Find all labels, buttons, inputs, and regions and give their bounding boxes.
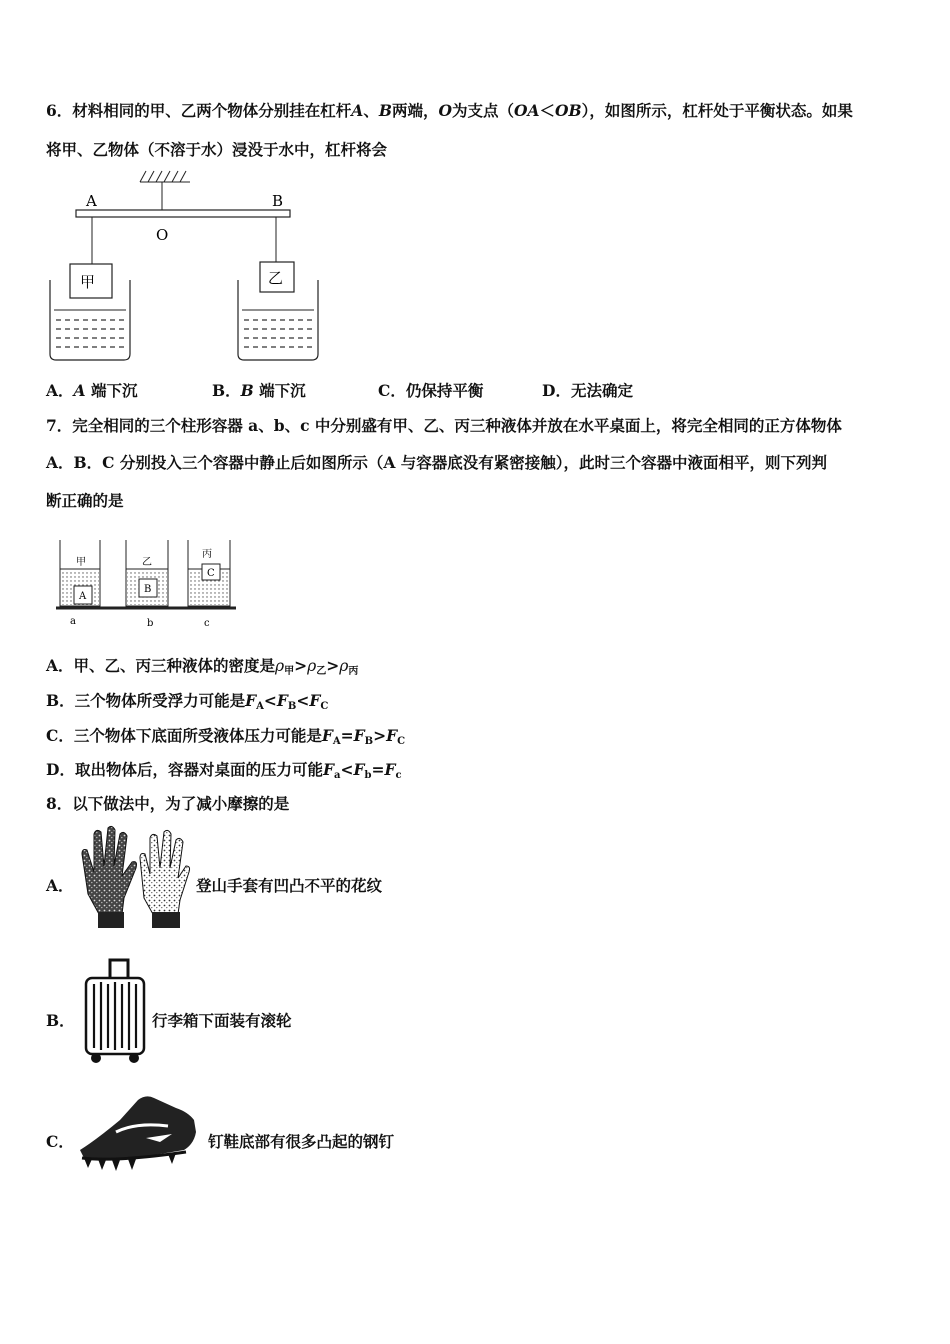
block-A-label: A bbox=[79, 591, 87, 602]
q8-option-c-prefix[interactable]: C． bbox=[46, 1132, 74, 1151]
container-c-label: c bbox=[204, 618, 210, 629]
container-b bbox=[126, 540, 168, 606]
lever-bar bbox=[76, 210, 290, 217]
q6-option-a[interactable]: A．A 端下沉 bbox=[46, 381, 138, 400]
label-B: B bbox=[272, 192, 284, 210]
liquid-jia-label: 甲 bbox=[76, 557, 86, 568]
liquid-bing-label: 丙 bbox=[202, 549, 212, 560]
containers-figure bbox=[54, 536, 244, 632]
container-a-label: a bbox=[70, 616, 76, 627]
wheel-left bbox=[91, 1053, 101, 1063]
label-A: A bbox=[86, 192, 97, 210]
q7-option-b[interactable]: B．三个物体所受浮力可能是$F_A<F_B<F_C$ bbox=[46, 691, 329, 712]
label-jia: 甲 bbox=[80, 273, 96, 291]
q8-option-c-text[interactable]: 钉鞋底部有很多凸起的钢钉 bbox=[208, 1132, 395, 1151]
container-b-label: b bbox=[147, 618, 154, 629]
q7-option-a[interactable]: A．甲、乙、丙三种液体的密度是$\rho_甲>\rho_乙>\rho_丙$ bbox=[46, 656, 359, 677]
gloves-image bbox=[78, 824, 193, 932]
q8-stem: 8．以下做法中，为了减小摩擦的是 bbox=[46, 794, 290, 813]
lever-figure bbox=[40, 168, 340, 368]
container-c bbox=[188, 540, 230, 606]
q6-line1: 6．材料相同的甲、乙两个物体分别挂在杠杆A、B两端，O为支点（OA＜OB），如图所示，杠杆处于平衡状态。如果 bbox=[46, 101, 853, 120]
label-O: O bbox=[156, 226, 169, 244]
block-B-label: B bbox=[144, 584, 152, 595]
q7-option-c[interactable]: C．三个物体下底面所受液体压力可能是$F_A=F_B>F_C$ bbox=[46, 726, 406, 747]
liquid-yi-label: 乙 bbox=[142, 557, 152, 568]
q6-option-c[interactable]: C．仍保持平衡 bbox=[378, 381, 484, 400]
wheel-right bbox=[129, 1053, 139, 1063]
q7-option-d[interactable]: D．取出物体后，容器对桌面的压力可能$F_a<F_b=F_c$ bbox=[46, 760, 402, 781]
container-a bbox=[60, 540, 100, 606]
q8-option-b-prefix[interactable]: B． bbox=[46, 1011, 75, 1030]
q6-option-d[interactable]: D．无法确定 bbox=[542, 381, 633, 400]
q8-option-b-text[interactable]: 行李箱下面装有滚轮 bbox=[152, 1011, 292, 1030]
ceiling-support bbox=[140, 171, 190, 210]
q7-line3: 断正确的是 bbox=[46, 491, 124, 510]
q7-line2: A．B．C 分别投入三个容器中静止后如图所示（A 与容器底没有紧密接触），此时三个容器中液面相平，则下列判 bbox=[46, 453, 828, 472]
spike-shoe-image bbox=[76, 1092, 204, 1174]
suitcase-image bbox=[80, 956, 150, 1066]
block-C-label: C bbox=[207, 568, 215, 579]
q6-option-b[interactable]: B．B 端下沉 bbox=[212, 381, 306, 400]
q8-option-a-prefix[interactable]: A． bbox=[46, 876, 74, 895]
label-yi: 乙 bbox=[268, 269, 284, 287]
q7-line1: 7．完全相同的三个柱形容器 a、b、c 中分别盛有甲、乙、丙三种液体并放在水平桌面上，将完全相同的正方体物体 bbox=[46, 416, 842, 435]
q8-option-a-text[interactable]: 登山手套有凹凸不平的花纹 bbox=[196, 876, 383, 895]
q6-line2: 将甲、乙物体（不溶于水）浸没于水中，杠杆将会 bbox=[46, 140, 388, 159]
